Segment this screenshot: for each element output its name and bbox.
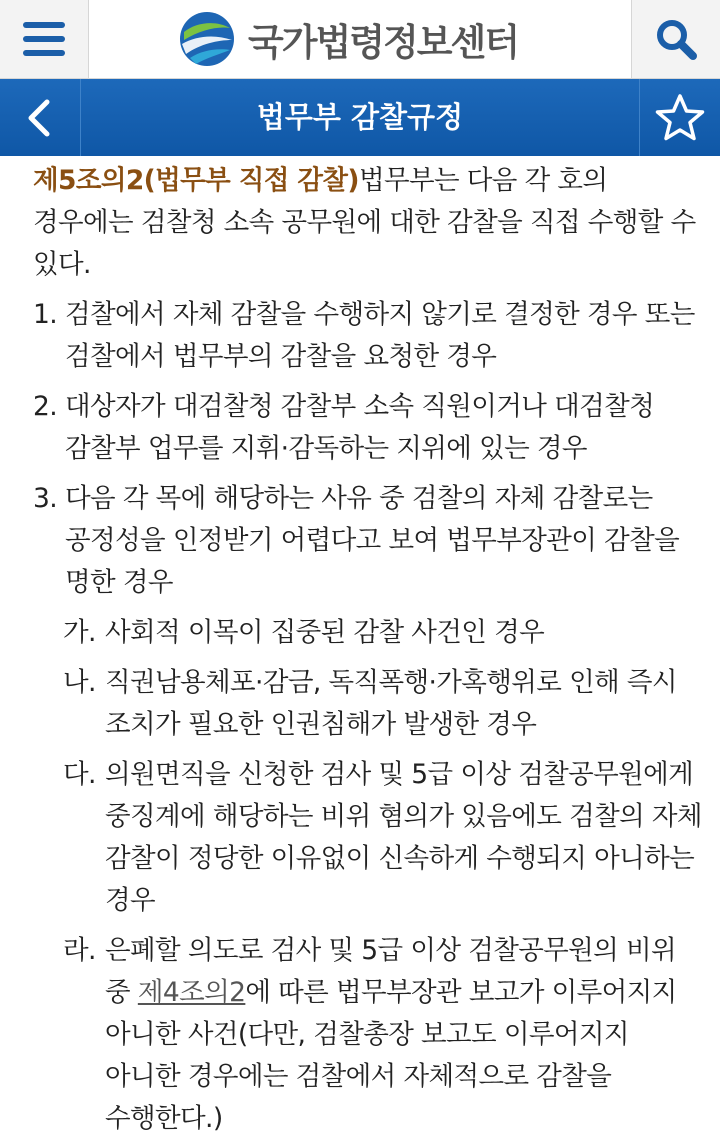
- article-title: 제5조의2(법무부 직접 감찰): [33, 165, 359, 196]
- title-bar: [0, 79, 720, 156]
- subitem-text: 사회적 이목이 집중된 감찰 사건인 경우: [105, 617, 545, 648]
- article-content: [33, 160, 703, 1140]
- item-text: 검찰에서 자체 감찰을 수행하지 않기로 결정한 경우 또는 검찰에서 법무부의 감찰을 요청한 경우: [65, 299, 695, 372]
- hamburger-menu-icon: [21, 19, 67, 59]
- list-item: [33, 386, 703, 470]
- globe-logo-icon: [178, 10, 236, 68]
- sub-list-item: [33, 754, 703, 922]
- item-text: 대상자가 대검찰청 감찰부 소속 직원이거나 대검찰청 감찰부 업무를 지휘·감독하는 지위에 있는 경우: [65, 391, 655, 464]
- logo-text: 국가법령정보센터: [248, 21, 518, 64]
- item-number: 3.: [33, 483, 58, 514]
- article-reference-link[interactable]: 제4조의2: [137, 977, 246, 1008]
- sub-list-item: [33, 612, 703, 654]
- search-button[interactable]: [631, 0, 720, 78]
- subitem-text-before: 은폐할 의도로 검사 및 5급 이상 검찰공무원의 비위 중: [105, 935, 677, 1008]
- subitem-number: 가.: [63, 617, 96, 648]
- article-intro: 법무부는 다음 각 호의 경우에는 검찰청 소속 공무원에 대한 감찰을 직접 수행할 수 있다.: [33, 165, 696, 280]
- sub-list-item: [33, 930, 703, 1140]
- favorite-button[interactable]: [639, 79, 720, 156]
- list-item: [33, 478, 703, 604]
- subitem-text-after: 에 따른 법무부장관 보고가 이루어지지 아니한 사건(다만, 검찰총장 보고도 이루어지지 아니한 경우에는 검찰에서 자체적으로 감찰을 수행한다.): [105, 977, 677, 1134]
- item-number: 2.: [33, 391, 58, 422]
- site-logo[interactable]: [178, 10, 518, 68]
- star-outline-icon: [654, 93, 706, 143]
- menu-button[interactable]: [0, 0, 89, 78]
- item-number: 1.: [33, 299, 58, 330]
- subitem-number: 나.: [63, 667, 96, 698]
- subitem-number: 다.: [63, 759, 96, 790]
- subitem-number: 라.: [63, 935, 96, 966]
- back-button[interactable]: [0, 79, 81, 156]
- sub-list-item: [33, 662, 703, 746]
- subitem-text: 직권남용체포·감금, 독직폭행·가혹행위로 인해 즉시 조치가 필요한 인권침해가 발생한 경우: [105, 667, 677, 740]
- subitem-text: 의원면직을 신청한 검사 및 5급 이상 검찰공무원에게 중징계에 해당하는 비위 혐의가 있음에도 검찰의 자체 감찰이 정당한 이유없이 신속하게 수행되지 아니하는 경우: [105, 759, 702, 916]
- item-text: 다음 각 목에 해당하는 사유 중 검찰의 자체 감찰로는 공정성을 인정받기 어렵다고 보여 법무부장관이 감찰을 명한 경우: [65, 483, 680, 598]
- search-icon: [654, 17, 698, 61]
- chevron-left-icon: [25, 98, 55, 138]
- article-heading: [33, 160, 703, 286]
- top-header: [0, 0, 720, 79]
- list-item: [33, 294, 703, 378]
- page-title: 법무부 감찰규정: [256, 100, 464, 134]
